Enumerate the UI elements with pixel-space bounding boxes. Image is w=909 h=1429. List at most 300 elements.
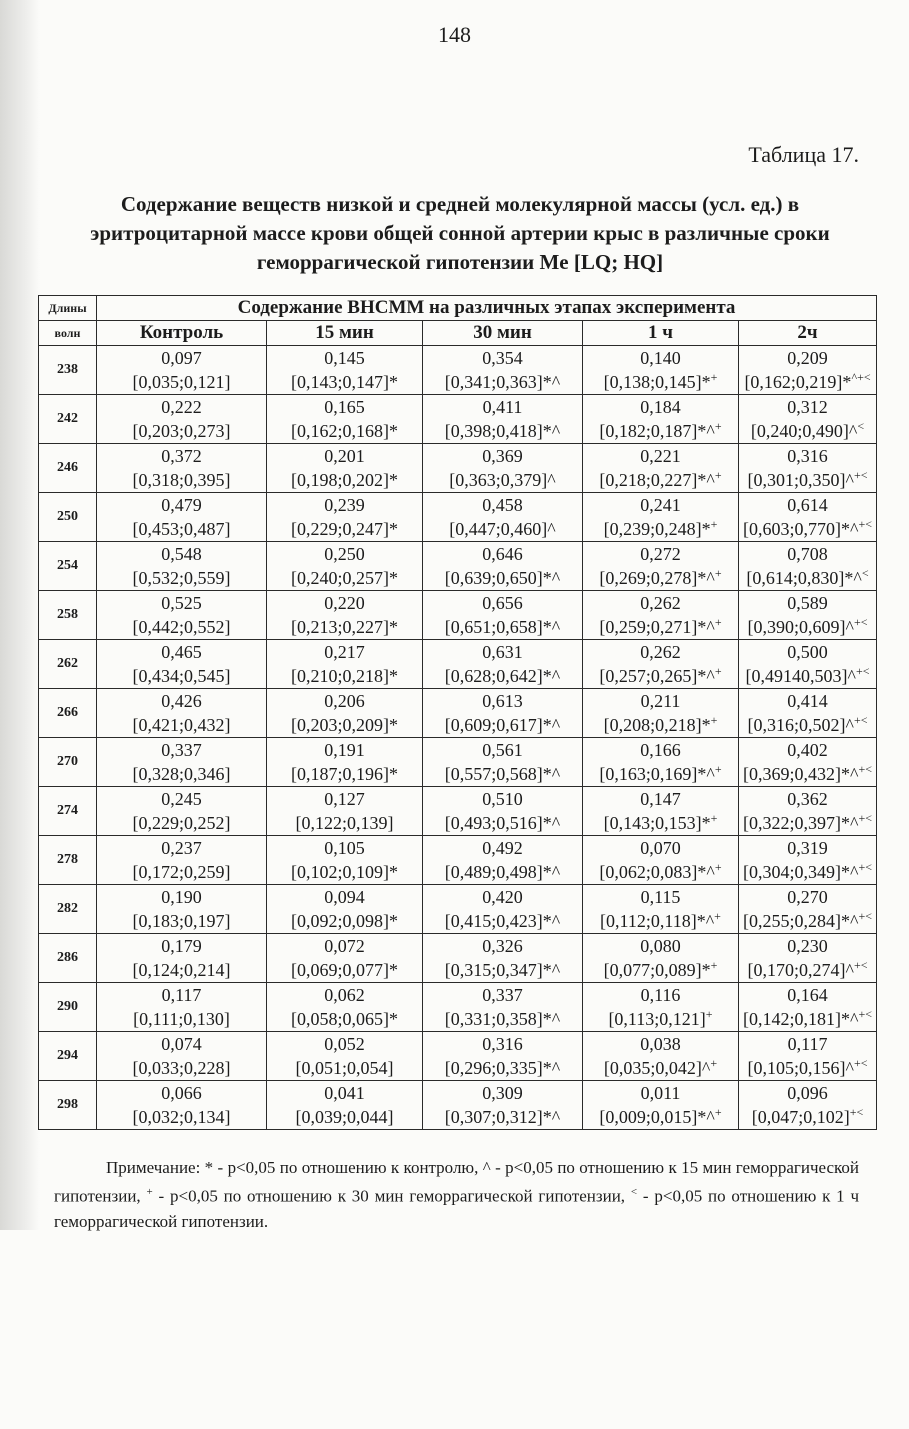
quartile-range (739, 811, 876, 835)
median-value: 0,646 (482, 544, 523, 564)
quartile-range (97, 762, 266, 786)
quartile-text: [0,143;0,147]* (291, 372, 398, 392)
quartile-text: [0,259;0,271]*^ (599, 617, 715, 637)
quartile-range (583, 762, 738, 786)
quartile-range (267, 517, 422, 541)
quartile-text: [0,240;0,257]* (291, 568, 398, 588)
quartile-range (739, 370, 876, 394)
median-value: 0,362 (787, 789, 828, 809)
value-cell (97, 738, 267, 787)
value-cell (423, 689, 583, 738)
value-cell (583, 395, 739, 444)
significance-superscript: +< (853, 468, 868, 482)
value-cell (739, 738, 877, 787)
median-value: 0,326 (482, 936, 523, 956)
value-cell (423, 395, 583, 444)
median-value: 0,316 (482, 1034, 523, 1054)
quartile-text: [0,124;0,214] (132, 960, 231, 980)
median-value: 0,052 (324, 1034, 365, 1054)
page-number: 148 (438, 22, 471, 47)
value-cell (97, 836, 267, 885)
value-cell (423, 1032, 583, 1081)
value-cell (583, 591, 739, 640)
quartile-range (97, 860, 266, 884)
quartile-text: [0,163;0,169]*^ (599, 764, 715, 784)
quartile-text: [0,390;0,609]^ (747, 617, 854, 637)
significance-superscript: + (714, 909, 721, 923)
value-cell (583, 689, 739, 738)
value-cell (739, 934, 877, 983)
data-table (38, 295, 877, 1130)
median-value: 0,420 (482, 887, 523, 907)
quartile-text: [0,143;0,153]* (603, 813, 711, 833)
quartile-range (267, 664, 422, 688)
wavelength-cell: 278 (39, 836, 97, 885)
value-cell (97, 591, 267, 640)
value-cell (739, 983, 877, 1032)
quartile-text: [0,105;0,156]^ (747, 1058, 854, 1078)
quartile-text: [0,614;0,830]*^ (746, 568, 862, 588)
value-cell (583, 934, 739, 983)
quartile-text: [0,301;0,350]^ (747, 470, 854, 490)
median-value: 0,217 (324, 642, 365, 662)
median-value: 0,117 (787, 1034, 828, 1054)
median-value: 0,220 (324, 593, 365, 613)
quartile-text: [0,255;0,284]*^ (743, 911, 859, 931)
median-value: 0,458 (482, 495, 523, 515)
quartile-range (583, 713, 738, 737)
quartile-range (97, 370, 266, 394)
quartile-text: [0,102;0,109]* (291, 862, 398, 882)
quartile-text: [0,122;0,139] (295, 813, 394, 833)
quartile-text: [0,304;0,349]*^ (743, 862, 859, 882)
value-cell (423, 1081, 583, 1130)
wavelength-cell: 262 (39, 640, 97, 689)
quartile-range (267, 370, 422, 394)
value-cell (423, 934, 583, 983)
value-cell (739, 493, 877, 542)
significance-superscript: + (714, 1105, 722, 1119)
quartile-range (267, 909, 422, 933)
significance-superscript: + (714, 615, 722, 629)
quartile-range (267, 1007, 422, 1031)
value-cell (423, 787, 583, 836)
median-value: 0,372 (161, 446, 202, 466)
scan-edge-shadow (0, 0, 40, 1230)
value-cell (267, 1032, 423, 1081)
wavelength-cell: 238 (39, 346, 97, 395)
value-cell (97, 1081, 267, 1130)
table-label: Таблица 17. (748, 142, 859, 167)
quartile-range (267, 958, 422, 982)
column-header-15min: 15 мин (267, 321, 423, 346)
value-cell (583, 885, 739, 934)
median-value: 0,211 (640, 691, 681, 711)
table-caption: Содержание веществ низкой и средней молекулярной массы (усл. ед.) в эритроцитарной массе крови общей сонной артерии крыс в различные сроки геморрагической гипотензии Me [LQ; HQ] (90, 192, 830, 274)
table-row (39, 983, 877, 1032)
median-value: 0,066 (161, 1083, 202, 1103)
significance-superscript: + (710, 958, 718, 972)
wavelength-header-bottom: волн (39, 321, 97, 346)
value-cell (97, 983, 267, 1032)
quartile-range (97, 958, 266, 982)
value-cell (97, 493, 267, 542)
value-cell (267, 591, 423, 640)
median-value: 0,147 (640, 789, 681, 809)
quartile-range (97, 1105, 266, 1129)
table-row (39, 885, 877, 934)
quartile-text: [0,557;0,568]*^ (444, 764, 561, 784)
quartile-range (267, 1105, 422, 1129)
quartile-text: [0,035;0,042]^ (603, 1058, 711, 1078)
median-value: 0,245 (161, 789, 202, 809)
quartile-range (583, 1056, 738, 1080)
significance-superscript: + (710, 811, 718, 825)
value-cell (739, 395, 877, 444)
quartile-text: [0,047;0,102] (751, 1107, 850, 1127)
quartile-range (739, 1105, 876, 1129)
wavelength-cell: 274 (39, 787, 97, 836)
quartile-range (423, 468, 582, 492)
note-text-3: - p<0,05 по отношению к 1 ч геморрагической гипотензии. (54, 1186, 860, 1231)
median-value: 0,080 (640, 936, 681, 956)
quartile-text: [0,187;0,196]* (291, 764, 398, 784)
quartile-text: [0,398;0,418]*^ (444, 421, 561, 441)
group-header: Содержание ВНСММ на различных этапах эксперимента (97, 296, 877, 321)
wavelength-cell: 290 (39, 983, 97, 1032)
quartile-range (423, 1056, 582, 1080)
value-cell (583, 542, 739, 591)
quartile-text: [0,331;0,358]*^ (444, 1009, 561, 1029)
quartile-text: [0,138;0,145]* (603, 372, 711, 392)
value-cell (267, 689, 423, 738)
quartile-range (267, 468, 422, 492)
quartile-range (739, 860, 876, 884)
value-cell (267, 346, 423, 395)
value-cell (423, 346, 583, 395)
value-cell (739, 591, 877, 640)
quartile-range (739, 566, 876, 590)
quartile-range (739, 517, 876, 541)
table-row (39, 395, 877, 444)
note-text-2: - p<0,05 по отношению к 30 мин геморрагической гипотензии, (152, 1186, 631, 1206)
median-value: 0,312 (787, 397, 828, 417)
median-value: 0,011 (640, 1083, 681, 1103)
wavelength-cell: 282 (39, 885, 97, 934)
median-value: 0,201 (324, 446, 365, 466)
quartile-range (739, 958, 876, 982)
quartile-text: [0,322;0,397]*^ (743, 813, 859, 833)
table-row (39, 1081, 877, 1130)
quartile-range (423, 517, 582, 541)
value-cell (423, 542, 583, 591)
quartile-range (583, 419, 738, 443)
significance-superscript: +< (858, 1007, 873, 1021)
quartile-range (583, 958, 738, 982)
median-value: 0,465 (161, 642, 202, 662)
quartile-range (423, 762, 582, 786)
quartile-text: [0,316;0,502]^ (747, 715, 854, 735)
significance-superscript: +< (853, 1056, 868, 1070)
quartile-text: [0,415;0,423]*^ (444, 911, 561, 931)
table-row (39, 787, 877, 836)
median-value: 0,525 (161, 593, 202, 613)
significance-superscript: + (714, 468, 722, 482)
median-value: 0,145 (324, 348, 365, 368)
quartile-text: [0,639;0,650]*^ (444, 568, 561, 588)
value-cell (423, 493, 583, 542)
median-value: 0,127 (324, 789, 365, 809)
quartile-text: [0,210;0,218]* (291, 666, 398, 686)
value-cell (97, 542, 267, 591)
quartile-range (267, 1056, 422, 1080)
table-row (39, 738, 877, 787)
median-value: 0,117 (161, 985, 202, 1005)
quartile-range (423, 909, 582, 933)
quartile-range (97, 517, 266, 541)
significance-superscript: + (714, 419, 722, 433)
quartile-text: [0,077;0,089]* (603, 960, 711, 980)
significance-superscript: +< (853, 958, 868, 972)
quartile-range (97, 664, 266, 688)
quartile-range (739, 615, 876, 639)
value-cell (739, 885, 877, 934)
table-row (39, 934, 877, 983)
significance-superscript: + (714, 762, 722, 776)
quartile-text: [0,051;0,054] (295, 1058, 394, 1078)
column-header-30min: 30 мин (423, 321, 583, 346)
median-value: 0,262 (640, 642, 681, 662)
median-value: 0,500 (787, 642, 828, 662)
quartile-text: [0,532;0,559] (132, 568, 231, 588)
quartile-range (97, 468, 266, 492)
value-cell (97, 395, 267, 444)
median-value: 0,708 (787, 544, 828, 564)
quartile-text: [0,033;0,228] (132, 1058, 231, 1078)
median-value: 0,070 (640, 838, 681, 858)
median-value: 0,414 (787, 691, 828, 711)
median-value: 0,164 (787, 985, 828, 1005)
value-cell (739, 1081, 877, 1130)
quartile-text: [0,240;0,490]^ (750, 421, 858, 441)
median-value: 0,241 (640, 495, 681, 515)
significance-superscript: +< (858, 762, 873, 776)
quartile-text: [0,213;0,227]* (291, 617, 398, 637)
median-value: 0,589 (787, 593, 828, 613)
quartile-text: [0,035;0,121] (132, 372, 231, 392)
quartile-text: [0,369;0,432]*^ (743, 764, 859, 784)
quartile-text: [0,328;0,346] (132, 764, 231, 784)
quartile-text: [0,363;0,379]^ (449, 470, 556, 490)
median-value: 0,239 (324, 495, 365, 515)
median-value: 0,096 (787, 1083, 828, 1103)
quartile-range (267, 762, 422, 786)
value-cell (423, 640, 583, 689)
quartile-range (583, 566, 738, 590)
quartile-text: [0,489;0,498]*^ (444, 862, 561, 882)
quartile-text: [0,628;0,642]*^ (444, 666, 561, 686)
value-cell (583, 983, 739, 1032)
quartile-range (583, 909, 738, 933)
quartile-range (267, 860, 422, 884)
table-note (54, 1155, 859, 1234)
median-value: 0,140 (640, 348, 681, 368)
quartile-text: [0,092;0,098]* (291, 911, 398, 931)
quartile-range (97, 909, 266, 933)
quartile-range (423, 615, 582, 639)
median-value: 0,184 (640, 397, 681, 417)
quartile-text: [0,039;0,044] (295, 1107, 394, 1127)
median-value: 0,094 (324, 887, 365, 907)
note-sup-less: < (630, 1186, 638, 1198)
quartile-text: [0,229;0,252] (132, 813, 231, 833)
significance-superscript: < (861, 566, 869, 580)
median-value: 0,319 (787, 838, 828, 858)
value-cell (423, 738, 583, 787)
value-cell (583, 836, 739, 885)
quartile-range (423, 370, 582, 394)
significance-superscript: +< (853, 615, 868, 629)
quartile-text: [0,069;0,077]* (291, 960, 398, 980)
value-cell (267, 885, 423, 934)
quartile-text: [0,257;0,265]*^ (599, 666, 715, 686)
median-value: 0,309 (482, 1083, 523, 1103)
value-cell (97, 346, 267, 395)
significance-superscript: +< (858, 909, 873, 923)
quartile-range (267, 615, 422, 639)
quartile-range (267, 811, 422, 835)
significance-superscript: + (710, 1056, 718, 1070)
median-value: 0,510 (482, 789, 523, 809)
value-cell (583, 787, 739, 836)
quartile-text: [0,229;0,247]* (291, 519, 398, 539)
table-row (39, 836, 877, 885)
value-cell (739, 444, 877, 493)
quartile-range (423, 860, 582, 884)
significance-superscript: < (857, 419, 865, 433)
quartile-text: [0,198;0,202]* (291, 470, 398, 490)
quartile-range (583, 860, 738, 884)
median-value: 0,270 (787, 887, 828, 907)
quartile-text: [0,651;0,658]*^ (444, 617, 561, 637)
median-value: 0,479 (161, 495, 202, 515)
value-cell (583, 640, 739, 689)
quartile-range (739, 1056, 876, 1080)
median-value: 0,038 (640, 1034, 681, 1054)
wavelength-cell: 294 (39, 1032, 97, 1081)
quartile-text: [0,183;0,197] (132, 911, 231, 931)
value-cell (267, 640, 423, 689)
quartile-text: [0,434;0,545] (132, 666, 231, 686)
median-value: 0,237 (161, 838, 202, 858)
quartile-text: [0,009;0,015]*^ (599, 1107, 715, 1127)
median-value: 0,614 (787, 495, 828, 515)
median-value: 0,072 (324, 936, 365, 956)
quartile-text: [0,062;0,083]*^ (599, 862, 715, 882)
table-row (39, 493, 877, 542)
wavelength-cell: 246 (39, 444, 97, 493)
value-cell (739, 1032, 877, 1081)
median-value: 0,074 (161, 1034, 202, 1054)
table-row (39, 640, 877, 689)
quartile-text: [0,112;0,118]*^ (600, 911, 715, 931)
value-cell (423, 983, 583, 1032)
significance-superscript: +< (855, 664, 870, 678)
median-value: 0,105 (324, 838, 365, 858)
quartile-range (739, 468, 876, 492)
quartile-range (583, 1007, 738, 1031)
quartile-range (583, 370, 738, 394)
quartile-text: [0,453;0,487] (132, 519, 231, 539)
value-cell (583, 738, 739, 787)
quartile-range (97, 811, 266, 835)
median-value: 0,548 (161, 544, 202, 564)
significance-superscript: +< (858, 860, 873, 874)
median-value: 0,492 (482, 838, 523, 858)
value-cell (97, 689, 267, 738)
median-value: 0,631 (482, 642, 523, 662)
value-cell (267, 1081, 423, 1130)
value-cell (583, 1081, 739, 1130)
quartile-range (97, 1007, 266, 1031)
significance-superscript: + (714, 860, 722, 874)
quartile-text: [0,032;0,134] (132, 1107, 231, 1127)
quartile-range (583, 664, 738, 688)
quartile-range (583, 1105, 738, 1129)
significance-superscript: + (714, 664, 722, 678)
quartile-range (739, 419, 876, 443)
median-value: 0,337 (161, 740, 202, 760)
median-value: 0,166 (640, 740, 681, 760)
value-cell (739, 836, 877, 885)
quartile-range (97, 615, 266, 639)
median-value: 0,222 (161, 397, 202, 417)
quartile-text: [0,447;0,460]^ (449, 519, 556, 539)
quartile-text: [0,162;0,168]* (291, 421, 398, 441)
significance-superscript: ^+< (851, 370, 871, 384)
quartile-text: [0,182;0,187]*^ (599, 421, 715, 441)
median-value: 0,561 (482, 740, 523, 760)
quartile-range (267, 713, 422, 737)
value-cell (583, 493, 739, 542)
quartile-range (97, 713, 266, 737)
median-value: 0,337 (482, 985, 523, 1005)
quartile-range (739, 713, 876, 737)
wavelength-cell: 286 (39, 934, 97, 983)
note-sup-plus: + (146, 1186, 153, 1198)
wavelength-cell: 258 (39, 591, 97, 640)
median-value: 0,262 (640, 593, 681, 613)
quartile-range (423, 811, 582, 835)
median-value: 0,062 (324, 985, 365, 1005)
median-value: 0,402 (787, 740, 828, 760)
value-cell (739, 542, 877, 591)
value-cell (423, 885, 583, 934)
quartile-text: [0,162;0,219]* (744, 372, 852, 392)
quartile-range (267, 566, 422, 590)
significance-superscript: + (710, 370, 718, 384)
median-value: 0,230 (787, 936, 828, 956)
value-cell (267, 934, 423, 983)
value-cell (97, 640, 267, 689)
value-cell (267, 542, 423, 591)
median-value: 0,209 (787, 348, 828, 368)
value-cell (583, 444, 739, 493)
wavelength-cell: 254 (39, 542, 97, 591)
quartile-text: [0,239;0,248]* (603, 519, 711, 539)
median-value: 0,115 (640, 887, 681, 907)
value-cell (267, 787, 423, 836)
